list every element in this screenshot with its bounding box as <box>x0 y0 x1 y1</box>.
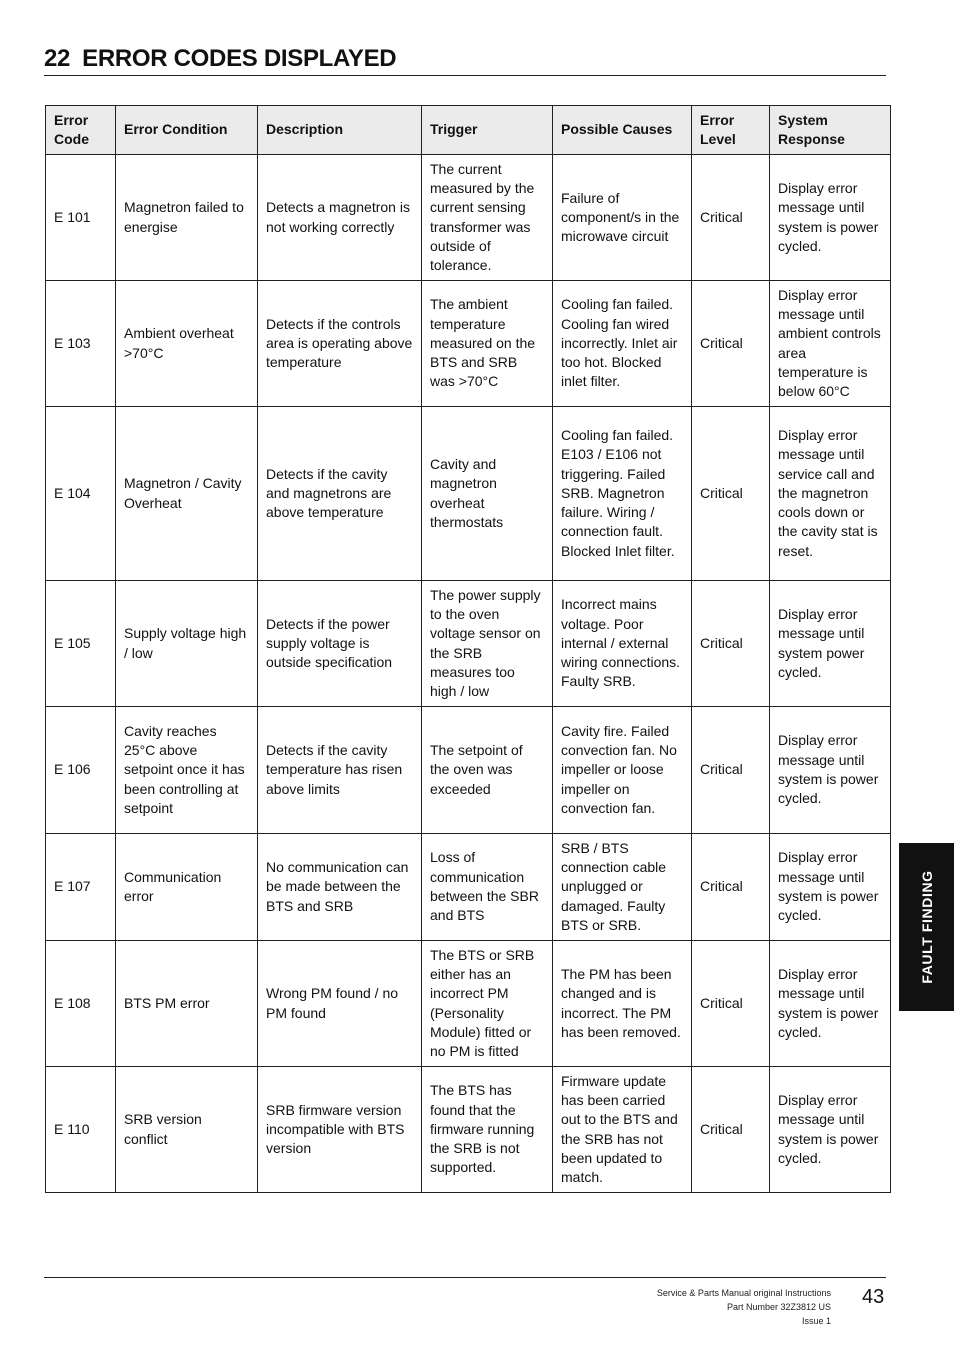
table-row <box>46 941 891 1067</box>
table-row <box>46 1067 891 1193</box>
footer-issue: Issue 1 <box>801 1316 831 1326</box>
cell-trigger: Loss of communication between the SBR and BTS <box>422 834 553 941</box>
cell-description: Detects if the power supply voltage is outside specification <box>258 581 422 707</box>
cell-possible-causes: Cooling fan failed. E103 / E106 not triggering. Failed SRB. Magnetron failure. Wiring / connection fault. Blocked Inlet filter. <box>553 407 692 581</box>
footer-part-number: Part Number 32Z3812 US <box>726 1302 831 1312</box>
cell-error-level: Critical <box>692 1067 770 1193</box>
cell-system-response: Display error message until system power cycled. <box>770 581 891 707</box>
header-error-code: Error Code <box>46 106 116 155</box>
cell-possible-causes: Failure of component/s in the microwave circuit <box>553 155 692 281</box>
cell-trigger: Cavity and magnetron overheat thermostats <box>422 407 553 581</box>
cell-error-code: E 110 <box>46 1067 116 1193</box>
table-row <box>46 407 891 581</box>
cell-error-code: E 107 <box>46 834 116 941</box>
table-row <box>46 834 891 941</box>
header-error-level: Error Level <box>692 106 770 155</box>
cell-system-response: Display error message until system is power cycled. <box>770 1067 891 1193</box>
cell-error-level: Critical <box>692 834 770 941</box>
table-row <box>46 281 891 407</box>
cell-error-level: Critical <box>692 707 770 834</box>
page-number: 43 <box>862 1286 885 1308</box>
cell-description: Wrong PM found / no PM found <box>258 941 422 1067</box>
cell-possible-causes: Firmware update has been carried out to the BTS and the SRB has not been updated to match. <box>553 1067 692 1193</box>
cell-error-condition: SRB version conflict <box>116 1067 258 1193</box>
cell-system-response: Display error message until ambient controls area temperature is below 60°C <box>770 281 891 407</box>
cell-description: Detects if the cavity temperature has risen above limits <box>258 707 422 834</box>
cell-trigger: The setpoint of the oven was exceeded <box>422 707 553 834</box>
header-error-condition: Error Condition <box>116 106 258 155</box>
cell-error-condition: Magnetron failed to energise <box>116 155 258 281</box>
footer-divider <box>44 1277 886 1278</box>
cell-system-response: Display error message until system is power cycled. <box>770 941 891 1067</box>
cell-error-code: E 104 <box>46 407 116 581</box>
table-row <box>46 707 891 834</box>
cell-possible-causes: Cooling fan failed. Cooling fan wired incorrectly. Inlet air too hot. Blocked inlet filter. <box>553 281 692 407</box>
header-description: Description <box>258 106 422 155</box>
side-tab-label: FAULT FINDING <box>918 870 935 984</box>
header-system-response: System Response <box>770 106 891 155</box>
cell-possible-causes: Incorrect mains voltage. Poor internal / external wiring connections. Faulty SRB. <box>553 581 692 707</box>
cell-possible-causes: The PM has been changed and is incorrect. The PM has been removed. <box>553 941 692 1067</box>
cell-system-response: Display error message until system is power cycled. <box>770 155 891 281</box>
cell-description: Detects a magnetron is not working correctly <box>258 155 422 281</box>
cell-error-code: E 106 <box>46 707 116 834</box>
cell-description: Detects if the controls area is operating above temperature <box>258 281 422 407</box>
cell-error-condition: Communication error <box>116 834 258 941</box>
section-title: ERROR CODES DISPLAYED <box>82 45 397 72</box>
error-codes-table <box>45 105 891 1193</box>
cell-trigger: The current measured by the current sensing transformer was outside of tolerance. <box>422 155 553 281</box>
cell-error-level: Critical <box>692 155 770 281</box>
table-header-row <box>46 106 891 155</box>
cell-system-response: Display error message until service call and the magnetron cools down or the cavity stat is reset. <box>770 407 891 581</box>
cell-possible-causes: Cavity fire. Failed convection fan. No impeller or loose impeller on convection fan. <box>553 707 692 834</box>
footer-info <box>657 1286 831 1328</box>
cell-error-condition: Supply voltage high / low <box>116 581 258 707</box>
cell-error-condition: BTS PM error <box>116 941 258 1067</box>
cell-error-condition: Cavity reaches 25°C above setpoint once it has been controlling at setpoint <box>116 707 258 834</box>
cell-error-level: Critical <box>692 281 770 407</box>
cell-description: Detects if the cavity and magnetrons are above temperature <box>258 407 422 581</box>
cell-error-code: E 105 <box>46 581 116 707</box>
header-trigger: Trigger <box>422 106 553 155</box>
cell-error-condition: Magnetron / Cavity Overheat <box>116 407 258 581</box>
section-number: 22 <box>44 45 71 72</box>
footer-manual-title: Service & Parts Manual original Instructions <box>656 1288 831 1298</box>
header-possible-causes: Possible Causes <box>553 106 692 155</box>
fault-finding-tab <box>899 843 954 1011</box>
table-row <box>46 581 891 707</box>
cell-system-response: Display error message until system is power cycled. <box>770 834 891 941</box>
cell-error-code: E 108 <box>46 941 116 1067</box>
cell-error-condition: Ambient overheat >70°C <box>116 281 258 407</box>
cell-error-code: E 103 <box>46 281 116 407</box>
cell-system-response: Display error message until system is power cycled. <box>770 707 891 834</box>
cell-trigger: The BTS or SRB either has an incorrect PM (Personality Module) fitted or no PM is fitted <box>422 941 553 1067</box>
cell-description: SRB firmware version incompatible with BTS version <box>258 1067 422 1193</box>
cell-trigger: The ambient temperature measured on the BTS and SRB was >70°C <box>422 281 553 407</box>
cell-trigger: The power supply to the oven voltage sensor on the SRB measures too high / low <box>422 581 553 707</box>
table-row <box>46 155 891 281</box>
cell-trigger: The BTS has found that the firmware running the SRB is not supported. <box>422 1067 553 1193</box>
cell-error-level: Critical <box>692 581 770 707</box>
heading-divider <box>44 75 886 76</box>
cell-description: No communication can be made between the BTS and SRB <box>258 834 422 941</box>
cell-error-code: E 101 <box>46 155 116 281</box>
cell-error-level: Critical <box>692 407 770 581</box>
page-title <box>44 44 886 74</box>
cell-possible-causes: SRB / BTS connection cable unplugged or damaged. Faulty BTS or SRB. <box>553 834 692 941</box>
cell-error-level: Critical <box>692 941 770 1067</box>
